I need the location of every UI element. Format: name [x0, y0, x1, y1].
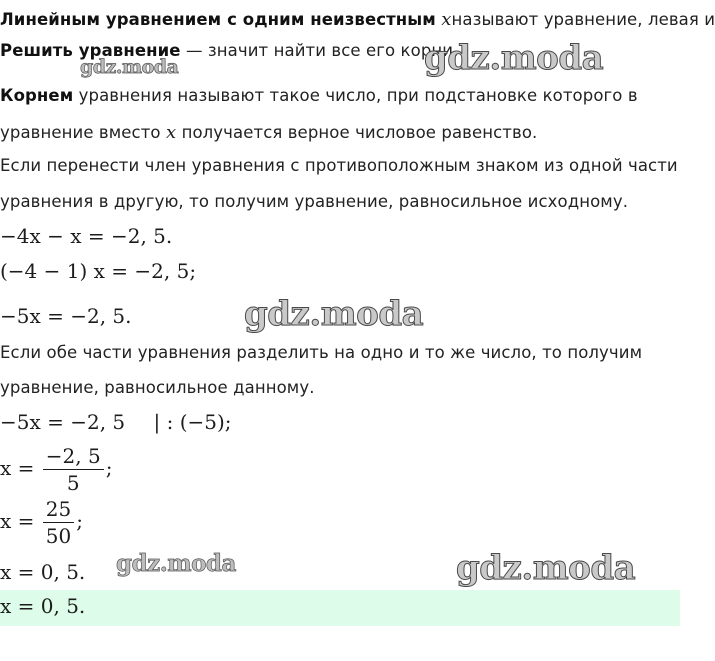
answer-box — [0, 590, 680, 626]
watermark-logo: gdz.moda — [80, 56, 179, 78]
equation-6-end: ; — [76, 509, 83, 533]
equation-4 — [0, 410, 232, 434]
theory-line-2 — [0, 41, 458, 60]
fraction-2-denominator: 50 — [45, 524, 72, 548]
equation-3: −5x = −2, 5. — [0, 304, 132, 328]
theory-line-6: уравнения в другую, то получим уравнение, равносильное исходному. — [0, 192, 629, 211]
equation-4-divide: | : (−5); — [153, 410, 232, 434]
equation-5-lhs: x = — [0, 456, 35, 480]
equation-5 — [0, 443, 112, 496]
fraction-2 — [43, 496, 74, 549]
solve-text: — значит найти все его корни. — [180, 41, 459, 60]
watermark-logo: gdz.moda — [456, 548, 636, 588]
root-text-cont-post: получается верное числовое равенство. — [176, 123, 538, 142]
equation-2: (−4 − 1) x = −2, 5; — [0, 259, 197, 283]
explanation-line-2: уравнение, равносильное данному. — [0, 378, 315, 397]
explanation-line-1: Если обе части уравнения разделить на одно и то же число, то получим — [0, 343, 643, 362]
root-text: уравнения называют такое число, при подстановке которого в — [73, 86, 638, 105]
fraction-1-denominator: 5 — [66, 471, 80, 495]
definition-text: называют уравнение, левая и — [451, 10, 715, 29]
equation-6 — [0, 496, 83, 549]
root-text-cont-pre: уравнение вместо — [0, 123, 166, 142]
variable-x: x — [165, 122, 177, 143]
definition-term: Линейным уравнением с одним неизвестным — [0, 10, 436, 29]
fraction-2-numerator: 25 — [43, 496, 74, 523]
equation-4-left: −5x = −2, 5 — [0, 410, 126, 434]
equation-1: −4x − x = −2, 5. — [0, 224, 173, 248]
equation-7: x = 0, 5. — [0, 560, 86, 584]
theory-line-5: Если перенести член уравнения с противоположным знаком из одной части — [0, 156, 678, 175]
equation-5-end: ; — [105, 456, 113, 480]
theory-line-1 — [0, 9, 715, 30]
watermark-logo: gdz.moda — [116, 550, 236, 577]
answer-value: x = 0, 5. — [0, 594, 86, 618]
watermark-logo: gdz.moda — [424, 38, 604, 78]
fraction-1-numerator: −2, 5 — [43, 443, 104, 470]
theory-line-4 — [0, 122, 537, 143]
fraction-1 — [43, 443, 104, 496]
root-term: Корнем — [0, 86, 74, 105]
equation-6-lhs: x = — [0, 509, 35, 533]
theory-line-3 — [0, 86, 638, 105]
solve-term: Решить уравнение — [0, 41, 181, 60]
variable-x: x — [441, 9, 452, 30]
watermark-logo: gdz.moda — [244, 294, 424, 334]
